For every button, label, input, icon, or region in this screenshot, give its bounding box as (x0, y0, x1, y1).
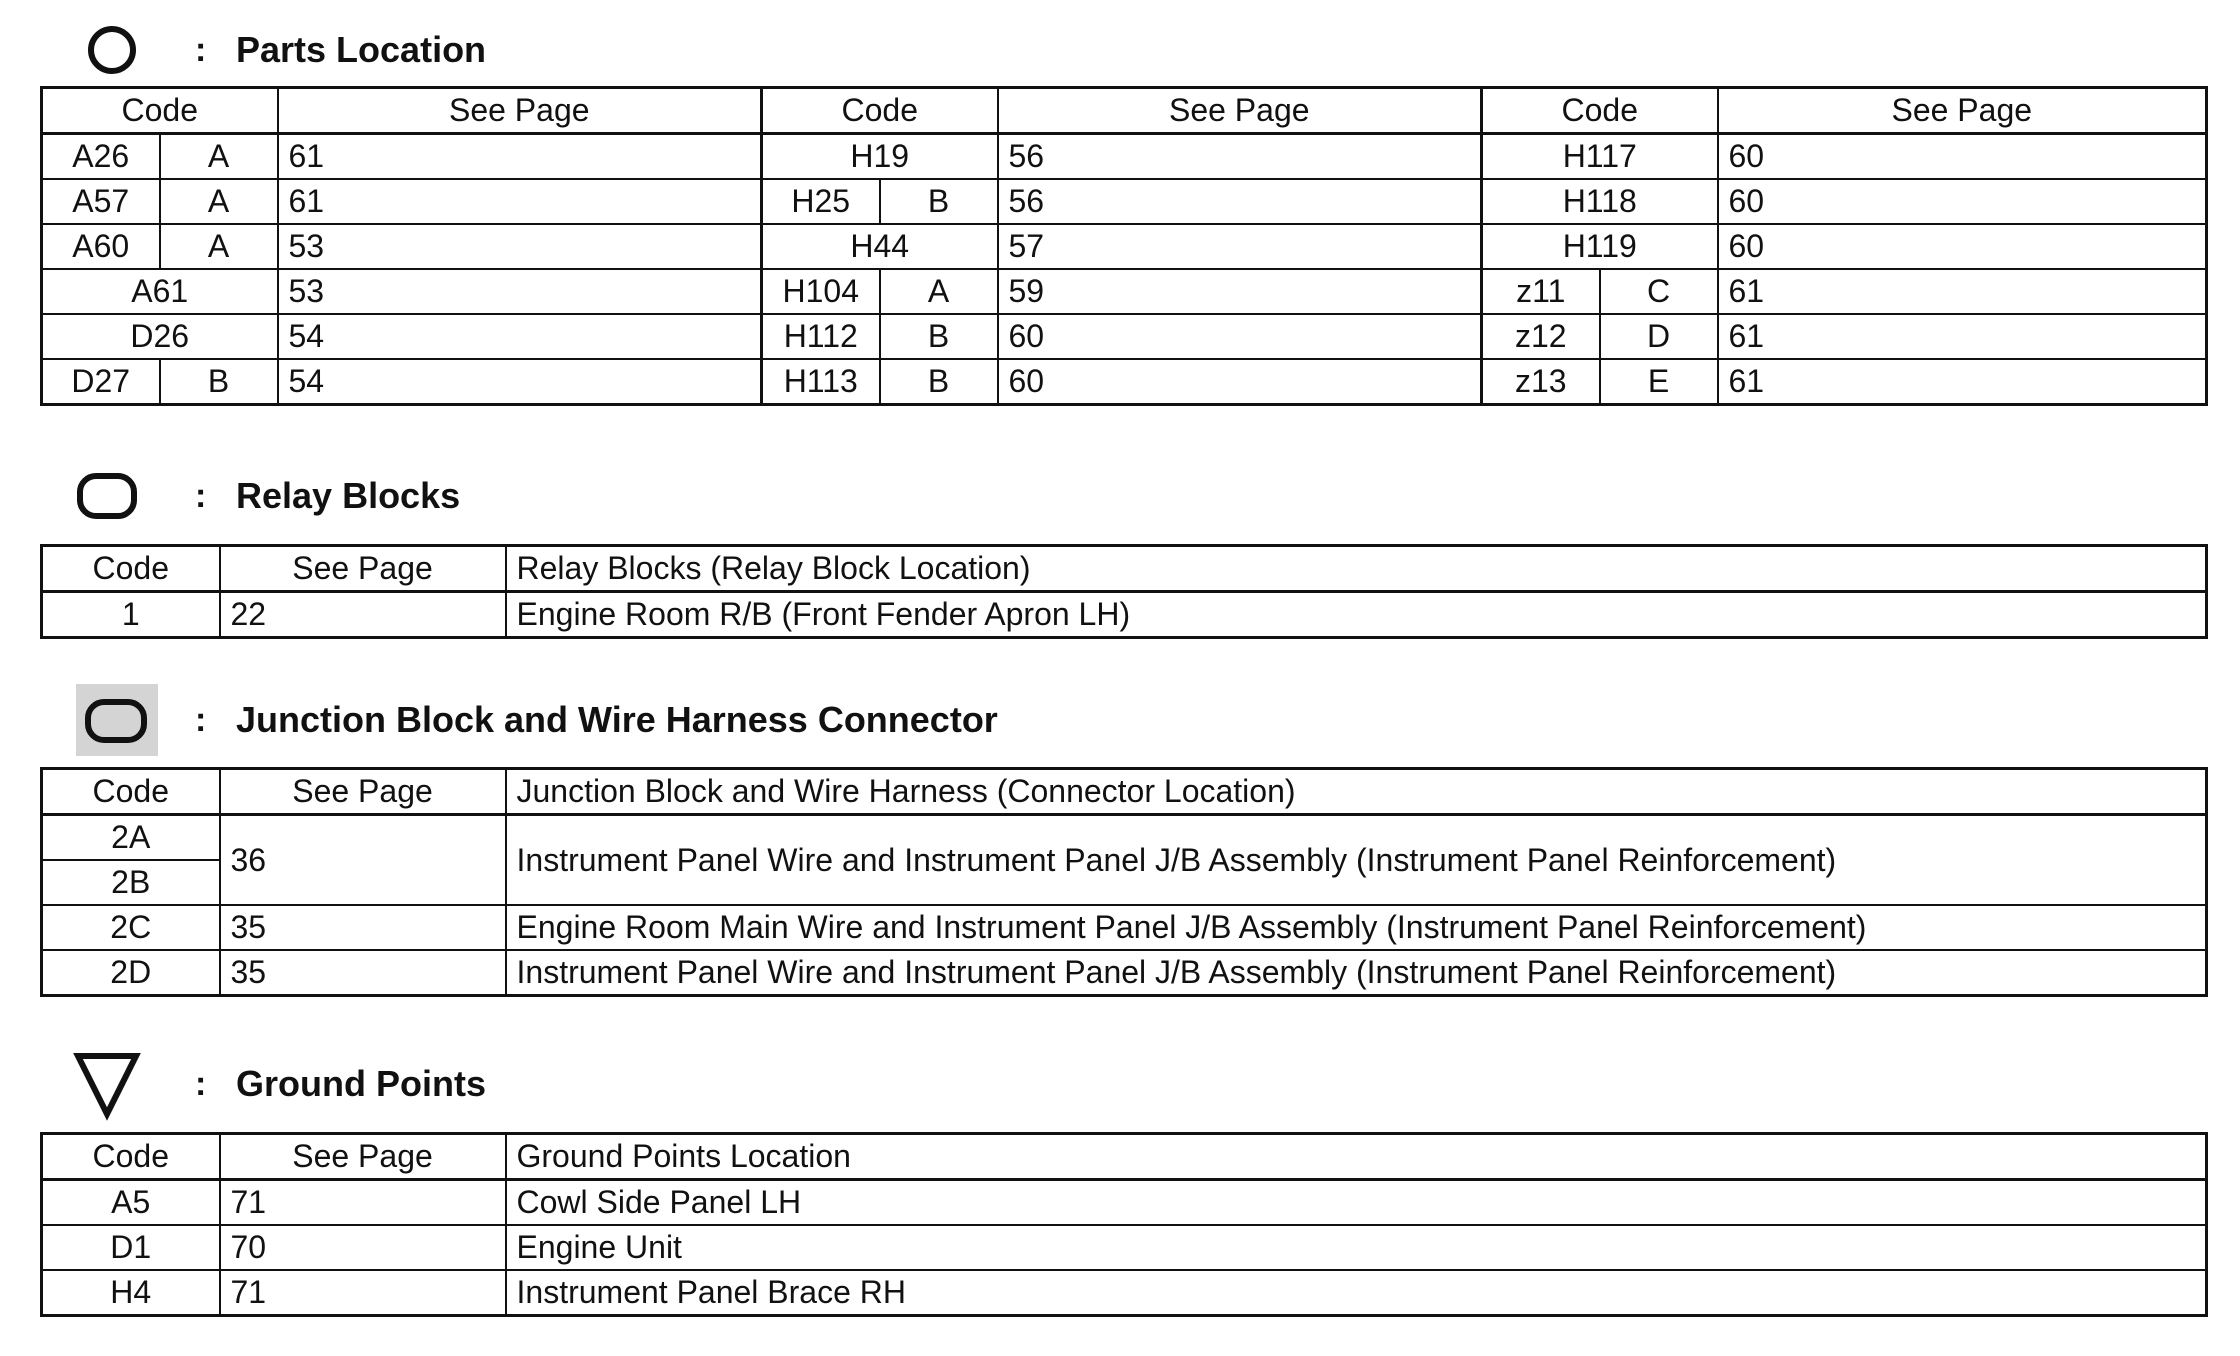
page-cell: 61 (1718, 314, 2207, 359)
sub-code-cell: E (1600, 359, 1718, 405)
code-cell: H113 (762, 359, 880, 405)
code-cell: H4 (42, 1270, 220, 1316)
header-see-page: See Page (220, 1134, 506, 1180)
section-title: Relay Blocks (236, 475, 461, 516)
page-cell: 61 (278, 179, 762, 224)
table-row (42, 1225, 2207, 1270)
table-row (42, 592, 2207, 638)
table-row (42, 134, 2207, 180)
sub-code-cell: C (1600, 269, 1718, 314)
code-cell: z13 (1482, 359, 1600, 405)
section-title: Parts Location (236, 29, 487, 70)
page-cell: 70 (220, 1225, 506, 1270)
section-colon: : (195, 31, 207, 69)
header-see-page: See Page (220, 769, 506, 815)
code-cell: H25 (762, 179, 880, 224)
sub-code-cell: B (880, 359, 998, 405)
page-cell: 71 (220, 1270, 506, 1316)
code-cell: H104 (762, 269, 880, 314)
header-code: Code (762, 88, 998, 134)
ground-points-header (40, 1044, 2205, 1124)
parts-location-table (40, 86, 2208, 406)
page-cell: 35 (220, 950, 506, 996)
page-cell: 56 (998, 179, 1482, 224)
page-cell: 53 (278, 224, 762, 269)
code-cell: 1 (42, 592, 220, 638)
page-cell: 60 (1718, 179, 2207, 224)
parts-location-header (40, 10, 2205, 90)
code-cell: H44 (762, 224, 998, 269)
sub-code-cell: B (880, 314, 998, 359)
page-cell: 56 (998, 134, 1482, 180)
code-cell: A61 (42, 269, 278, 314)
description-cell: Cowl Side Panel LH (506, 1180, 2207, 1226)
description-cell: Engine Room R/B (Front Fender Apron LH) (506, 592, 2207, 638)
table-row (42, 950, 2207, 996)
code-cell: 2A (42, 815, 220, 861)
header-see-page: See Page (220, 546, 506, 592)
header-see-page: See Page (998, 88, 1482, 134)
header-description: Ground Points Location (506, 1134, 2207, 1180)
table-row (42, 314, 2207, 359)
code-cell: 2C (42, 905, 220, 950)
description-cell: Instrument Panel Wire and Instrument Panel J/B Assembly (Instrument Panel Reinforcement) (506, 950, 2207, 996)
header-description: Relay Blocks (Relay Block Location) (506, 546, 2207, 592)
section-title: Ground Points (236, 1063, 486, 1104)
code-cell: D27 (42, 359, 160, 405)
rounded-rect-icon (72, 456, 162, 536)
code-cell: z12 (1482, 314, 1600, 359)
page-cell: 22 (220, 592, 506, 638)
junction-block-header (40, 680, 2205, 760)
description-cell: Engine Room Main Wire and Instrument Panel J/B Assembly (Instrument Panel Reinforcement) (506, 905, 2207, 950)
page-cell: 71 (220, 1180, 506, 1226)
code-cell: D1 (42, 1225, 220, 1270)
code-cell: A5 (42, 1180, 220, 1226)
table-header-row (42, 88, 2207, 134)
sub-code-cell: A (160, 224, 278, 269)
table-row (42, 1180, 2207, 1226)
table-row (42, 359, 2207, 405)
page-cell: 60 (998, 359, 1482, 405)
code-cell: A60 (42, 224, 160, 269)
sub-code-cell: D (1600, 314, 1718, 359)
code-cell: H112 (762, 314, 880, 359)
table-header-row (42, 1134, 2207, 1180)
code-cell: A26 (42, 134, 160, 180)
ground-points-table (40, 1132, 2208, 1317)
table-row (42, 1270, 2207, 1316)
code-cell: H19 (762, 134, 998, 180)
table-row (42, 269, 2207, 314)
sub-code-cell: A (160, 179, 278, 224)
page-cell: 60 (1718, 224, 2207, 269)
description-cell: Engine Unit (506, 1225, 2207, 1270)
page-cell: 60 (998, 314, 1482, 359)
header-code: Code (42, 88, 278, 134)
page-cell: 36 (220, 815, 506, 906)
header-see-page: See Page (278, 88, 762, 134)
code-cell: A57 (42, 179, 160, 224)
sub-code-cell: A (880, 269, 998, 314)
page-cell: 54 (278, 314, 762, 359)
page-cell: 61 (278, 134, 762, 180)
header-code: Code (42, 546, 220, 592)
code-cell: z11 (1482, 269, 1600, 314)
code-cell: H119 (1482, 224, 1718, 269)
table-header-row (42, 769, 2207, 815)
relay-blocks-table (40, 544, 2208, 639)
section-title: Junction Block and Wire Harness Connector (236, 699, 998, 740)
table-row (42, 905, 2207, 950)
triangle-down-icon (70, 1044, 160, 1124)
page-cell: 57 (998, 224, 1482, 269)
page-cell: 54 (278, 359, 762, 405)
description-cell: Instrument Panel Wire and Instrument Panel J/B Assembly (Instrument Panel Reinforcement) (506, 815, 2207, 906)
code-cell: 2B (42, 860, 220, 905)
sub-code-cell: A (160, 134, 278, 180)
page-cell: 59 (998, 269, 1482, 314)
section-colon: : (195, 701, 207, 739)
section-colon: : (195, 477, 207, 515)
header-code: Code (42, 1134, 220, 1180)
page-cell: 61 (1718, 269, 2207, 314)
code-cell: H118 (1482, 179, 1718, 224)
header-code: Code (1482, 88, 1718, 134)
shaded-rounded-rect-icon (74, 680, 174, 760)
table-row (42, 179, 2207, 224)
section-colon: : (195, 1065, 207, 1103)
relay-blocks-header (40, 456, 2205, 536)
table-row (42, 815, 2207, 861)
table-header-row (42, 546, 2207, 592)
sub-code-cell: B (160, 359, 278, 405)
sub-code-cell: B (880, 179, 998, 224)
code-cell: 2D (42, 950, 220, 996)
circle-icon (80, 10, 160, 90)
page-cell: 35 (220, 905, 506, 950)
page-cell: 53 (278, 269, 762, 314)
header-description: Junction Block and Wire Harness (Connector Location) (506, 769, 2207, 815)
page-cell: 61 (1718, 359, 2207, 405)
description-cell: Instrument Panel Brace RH (506, 1270, 2207, 1316)
code-cell: D26 (42, 314, 278, 359)
code-cell: H117 (1482, 134, 1718, 180)
page-cell: 60 (1718, 134, 2207, 180)
header-code: Code (42, 769, 220, 815)
table-row (42, 224, 2207, 269)
header-see-page: See Page (1718, 88, 2207, 134)
junction-block-table (40, 767, 2208, 997)
